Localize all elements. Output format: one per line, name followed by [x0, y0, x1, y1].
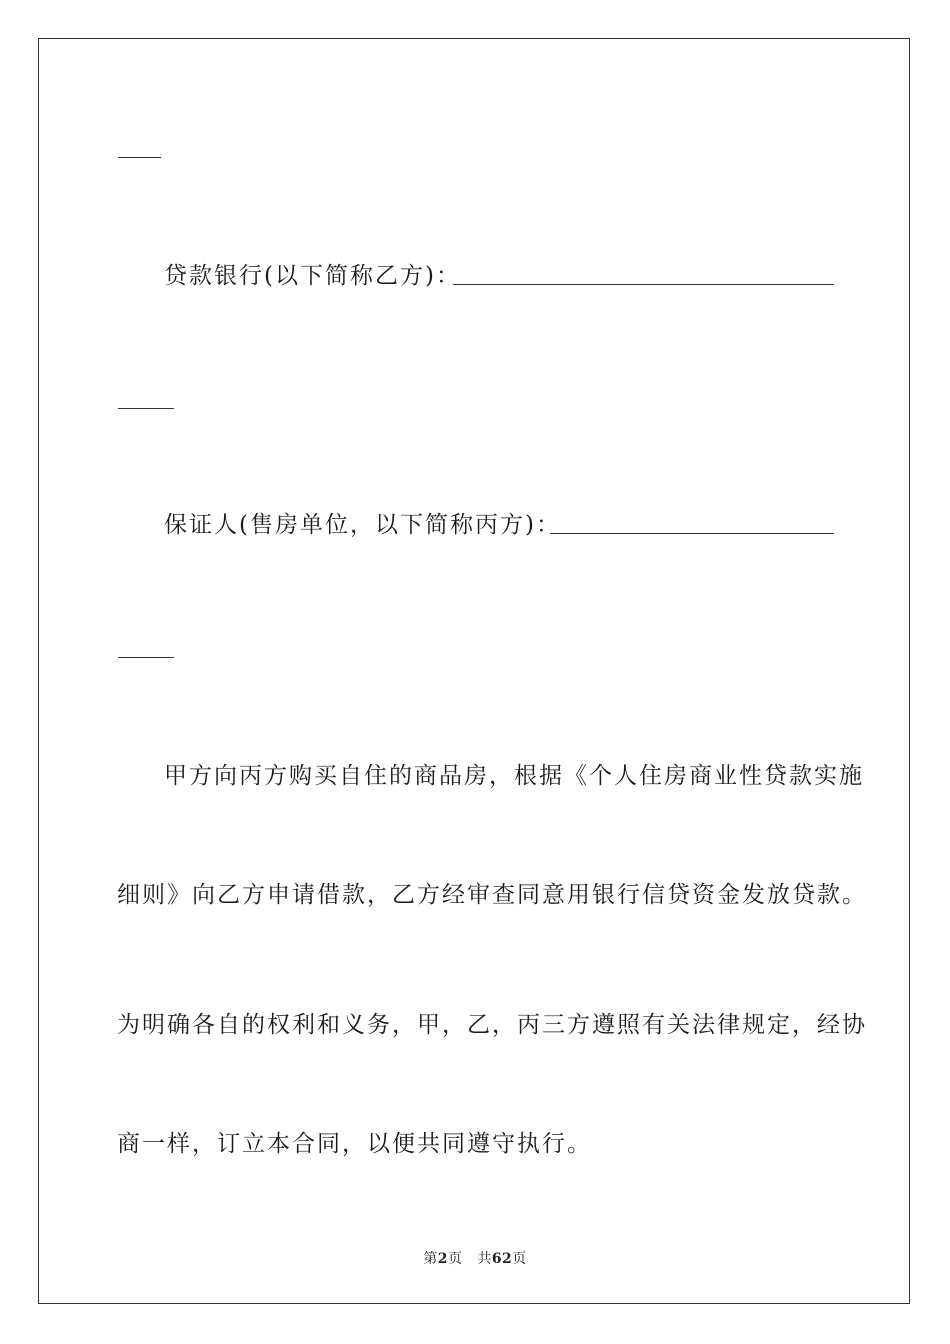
footer-page-number: 2: [437, 1251, 448, 1267]
lender-label: 贷款银行(以下简称乙方)：: [164, 263, 461, 289]
footer-prefix: 第: [423, 1251, 438, 1267]
blank-underline-1: [118, 157, 161, 158]
footer-page-suffix: 页: [447, 1251, 463, 1267]
page-frame: [38, 38, 910, 1304]
footer-total-suffix: 页: [512, 1251, 527, 1267]
guarantor-blank[interactable]: [550, 533, 834, 534]
footer-total-prefix: 共: [477, 1251, 492, 1267]
page-footer: [0, 1248, 950, 1268]
paragraph-line-1: 甲方向丙方购买自住的商品房，根据《个人住房商业性贷款实施: [164, 763, 864, 789]
blank-underline-3: [118, 657, 174, 658]
footer-total-pages: 62: [491, 1251, 513, 1267]
lender-blank[interactable]: [453, 284, 834, 285]
paragraph-line-3: 为明确各自的权利和义务，甲，乙，丙三方遵照有关法律规定，经协: [117, 1012, 867, 1038]
blank-underline-2: [118, 408, 174, 409]
paragraph-line-2: 细则》向乙方申请借款，乙方经审查同意用银行信贷资金发放贷款。: [117, 882, 867, 908]
guarantor-label: 保证人(售房单位，以下简称丙方)：: [164, 512, 561, 538]
paragraph-line-4: 商一样，订立本合同，以便共同遵守执行。: [117, 1131, 592, 1157]
